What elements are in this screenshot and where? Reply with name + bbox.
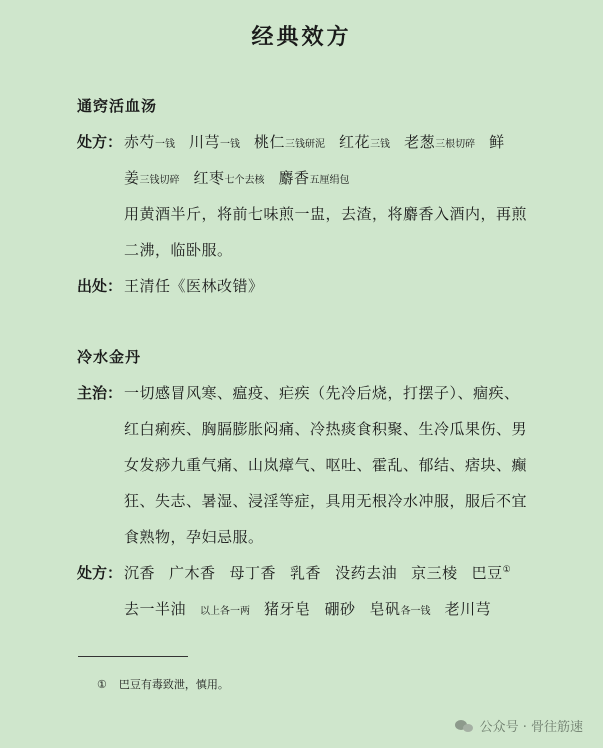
page-title: 经典效方 xyxy=(251,24,352,50)
method-line-2: 二沸，临卧服。 xyxy=(124,241,233,259)
source-text: 王清任《医林改错》 xyxy=(124,277,264,295)
herb-item xyxy=(370,600,431,618)
herb-name: 赤芍 xyxy=(124,133,156,151)
herb-item xyxy=(124,169,180,187)
herb-item xyxy=(189,133,240,151)
herb-item xyxy=(335,564,397,582)
herb-name: 红枣 xyxy=(193,169,225,187)
herb-name: 红花 xyxy=(339,133,371,151)
herb-dose: 五厘绢包 xyxy=(309,175,350,186)
herb-item xyxy=(124,600,186,618)
herb-dose: 三根切碎 xyxy=(435,139,476,150)
herb-line-1b xyxy=(124,167,350,188)
prescription-label-2: 处方： xyxy=(77,564,123,582)
herb-item xyxy=(339,133,390,151)
indication-line-5: 食熟物，孕妇忌服。 xyxy=(124,528,264,546)
formula-heading-2: 冷水金丹 xyxy=(77,348,142,366)
footnote-text: 巴豆有毒致泄，慎用。 xyxy=(118,678,229,691)
indication-line-2: 红白痢疾、胸膈膨胀闷痛、冷热痰食积聚、生冷瓜果伤、男 xyxy=(124,420,528,438)
herb-name: 没药去油 xyxy=(335,564,398,582)
herb-item xyxy=(404,133,475,151)
method-line-1: 用黄酒半斤，将前七味煎一盅，去渣，将麝香入酒内，再煎 xyxy=(124,205,528,223)
herb-name: 京三棱 xyxy=(411,564,458,582)
herb-dose: 三钱研泥 xyxy=(285,139,326,150)
herb-item xyxy=(264,600,311,618)
herb-name: 桃仁 xyxy=(254,133,286,151)
footnote-number: ① xyxy=(97,678,107,691)
herb-dose: 一钱 xyxy=(220,139,241,150)
herb-dose: 三钱切碎 xyxy=(139,175,180,186)
footnote-marker: ① xyxy=(502,565,512,575)
herb-name: 去一半油 xyxy=(124,600,187,618)
herb-item xyxy=(290,564,321,582)
herb-item xyxy=(445,600,492,618)
herb-line-2b xyxy=(124,598,491,619)
indication-line-3: 女发痧九重气痛、山岚瘴气、呕吐、霍乱、郁结、痞块、癫 xyxy=(124,456,528,474)
herb-name: 巴豆 xyxy=(471,564,503,582)
wechat-icon xyxy=(455,719,475,733)
herb-item xyxy=(325,600,356,618)
herb-name: 川芎 xyxy=(189,133,221,151)
herb-name: 猪牙皂 xyxy=(264,600,311,618)
herb-dose: 各一钱 xyxy=(400,606,431,617)
indication-line-4: 狂、失志、暑湿、浸淫等症，具用无根冷水冲服，服后不宜 xyxy=(124,492,528,510)
herb-dose: 三钱 xyxy=(370,139,391,150)
herb-item xyxy=(169,564,216,582)
herb-item xyxy=(194,169,265,187)
herb-name: 老葱 xyxy=(404,133,436,151)
herb-name: 姜 xyxy=(124,169,140,187)
herb-name: 乳香 xyxy=(290,564,322,582)
herb-item xyxy=(200,600,250,618)
herb-dose: 一钱 xyxy=(155,139,176,150)
herb-item xyxy=(124,564,155,582)
herb-name: 鲜 xyxy=(489,133,505,151)
watermark xyxy=(455,716,583,735)
herb-dose: 七个去核 xyxy=(224,175,265,186)
herb-name: 硼砂 xyxy=(324,600,356,618)
herb-line-2a xyxy=(124,562,511,583)
footnote xyxy=(97,676,229,692)
footnote-rule xyxy=(78,656,188,657)
herb-item xyxy=(279,169,350,187)
watermark-text: 公众号 · 骨往筋速 xyxy=(479,720,583,735)
herb-item xyxy=(411,564,458,582)
herb-item xyxy=(124,133,175,151)
herb-name: 皂矾 xyxy=(369,600,401,618)
herb-line-1a xyxy=(124,131,505,152)
prescription-label-1: 处方： xyxy=(77,133,123,151)
source-label: 出处： xyxy=(77,277,123,295)
herb-name: 母丁香 xyxy=(229,564,277,582)
herb-dose: 以上各一两 xyxy=(200,606,251,617)
herb-item xyxy=(489,133,505,151)
indication-label: 主治： xyxy=(77,384,123,402)
herb-name: 广木香 xyxy=(169,564,216,582)
formula-heading-1: 通窍活血汤 xyxy=(77,97,158,115)
indication-line-1: 一切感冒风寒、瘟疫、疟疾（先冷后烧，打摆子）、痼疾、 xyxy=(124,384,520,402)
herb-item xyxy=(254,133,325,151)
herb-item xyxy=(472,564,512,582)
herb-name: 沉香 xyxy=(124,564,156,582)
herb-item xyxy=(230,564,277,582)
herb-name: 麝香 xyxy=(278,169,310,187)
herb-name: 老川芎 xyxy=(444,600,492,618)
